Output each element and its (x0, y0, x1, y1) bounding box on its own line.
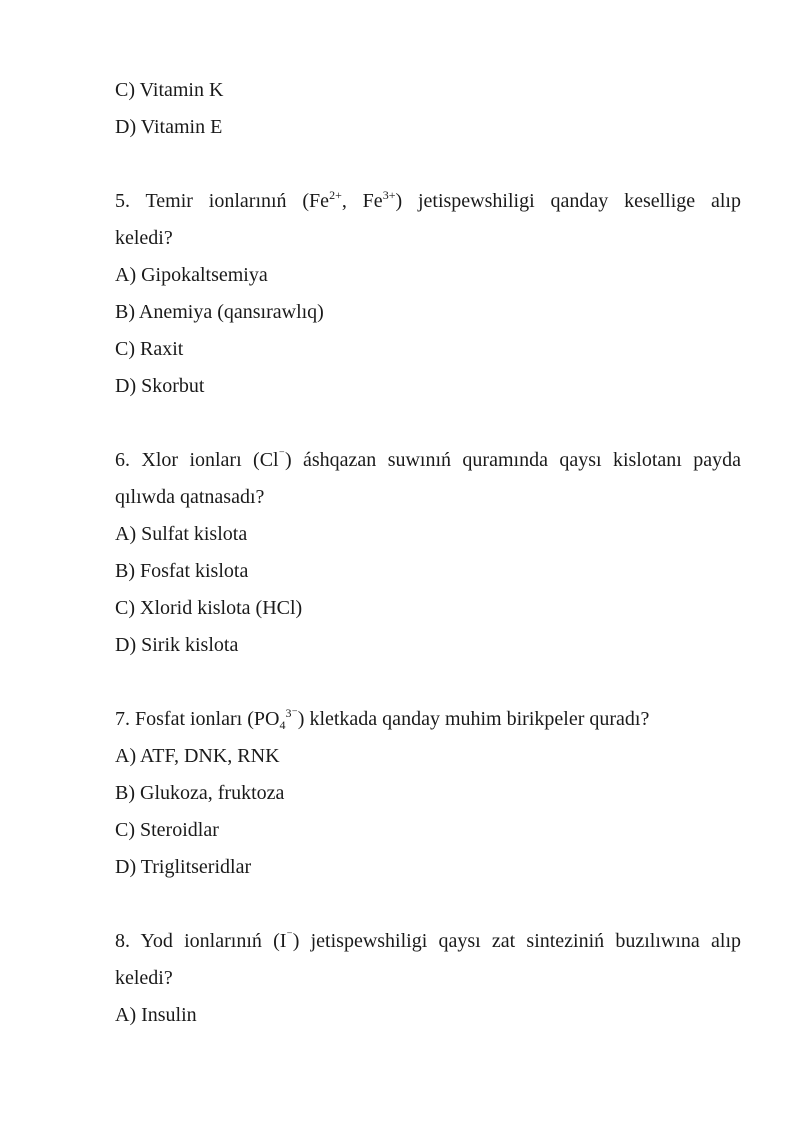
option-a: A) ATF, DNK, RNK (115, 745, 280, 767)
spacer (115, 664, 741, 701)
question-5-text-cont: keledi? (115, 227, 173, 249)
question-6 (115, 442, 741, 664)
option-d: D) Triglitseridlar (115, 856, 252, 878)
question-5 (115, 183, 741, 405)
option-d: D) Skorbut (115, 375, 205, 397)
option-c-prev: C) Vitamin K (115, 79, 224, 101)
question-6-text: 6. Xlor ionları (Cl⁻) áshqazan suwınıń quramında qaysı kislotanı payda (115, 447, 741, 471)
option-c: C) Raxit (115, 338, 184, 360)
option-a: A) Insulin (115, 1004, 197, 1026)
option-d-prev: D) Vitamin E (115, 116, 223, 138)
option-c: C) Steroidlar (115, 819, 219, 841)
spacer (115, 886, 741, 923)
question-8 (115, 923, 741, 1034)
spacer (115, 405, 741, 442)
option-b: B) Fosfat kislota (115, 560, 249, 582)
option-b: B) Glukoza, fruktoza (115, 782, 285, 804)
option-a: A) Gipokaltsemiya (115, 264, 268, 286)
question-5-text: 5. Temir ionlarınıń ($Fe^{2+}$, $Fe^{3+}$) jetispewshiligi qanday kesellige alıp (115, 188, 741, 212)
question-6-text-cont: qılıwda qatnasadı? (115, 486, 265, 508)
question-7-text: 7. Fosfat ionları $(PO_4^{3^-})$ kletkada qanday muhim birikpeler quradı? (115, 706, 650, 732)
question-7 (115, 701, 741, 886)
document-page (115, 72, 741, 1034)
option-d: D) Sirik kislota (115, 634, 239, 656)
option-b: B) Anemiya (qansırawlıq) (115, 301, 324, 323)
question-8-text-cont: keledi? (115, 967, 173, 989)
option-a: A) Sulfat kislota (115, 523, 248, 545)
option-c: C) Xlorid kislota (HCl) (115, 597, 303, 619)
spacer (115, 146, 741, 183)
question-8-text: 8. Yod ionlarınıń (I⁻) jetispewshiligi qaysı zat sinteziniń buzılıwına alıp (115, 928, 741, 952)
